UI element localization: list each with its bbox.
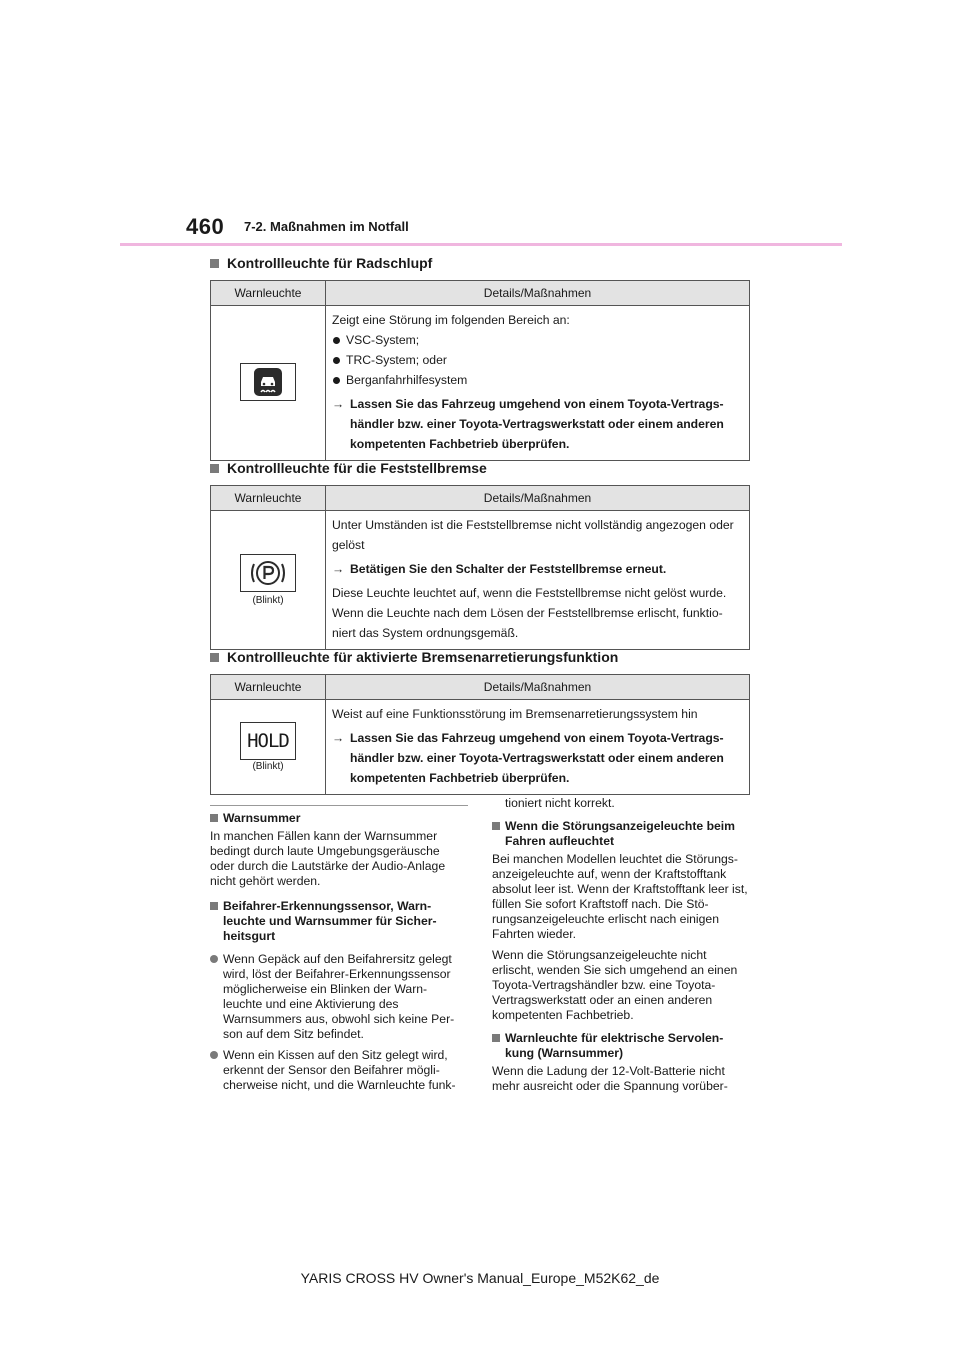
footer-text: YARIS CROSS HV Owner's Manual_Europe_M52K62_de — [300, 1270, 660, 1286]
column-header-warnleuchte: Warnleuchte — [211, 486, 326, 511]
bullet-icon — [333, 357, 340, 364]
details-cell — [326, 306, 750, 461]
warning-icon-cell — [211, 700, 326, 795]
note-heading: Wenn die Störungsanzeigeleuchte beim Fahren aufleuchtet — [492, 819, 748, 849]
bullet-item: TRC-System; oder — [332, 350, 743, 370]
section-title-text: Kontrollleuchte für Radschlupf — [227, 255, 433, 271]
details-cell — [326, 511, 750, 650]
icon-caption: (Blinkt) — [252, 760, 284, 772]
bullet-item: VSC-System; — [332, 330, 743, 350]
note-text: Wenn die Ladung der 12-Volt-Batterie nicht mehr ausreicht oder die Spannung vorüber- — [492, 1064, 728, 1093]
action-text: Lassen Sie das Fahrzeug umgehend von einem Toyota-Vertrags-händler bzw. einer Toyota-Vertragswerkstatt oder einem anderen kompetenten Fachbetrieb überprüfen. — [350, 397, 724, 451]
action-text: Lassen Sie das Fahrzeug umgehend von einem Toyota-Vertrags-händler bzw. einer Toyota-Vertragswerkstatt oder einem anderen kompetenten Fachbetrieb überprüfen. — [350, 731, 724, 785]
section-marker-icon — [210, 653, 219, 662]
note-marker-icon — [210, 814, 218, 822]
warning-table-radschlupf — [210, 280, 750, 461]
note-text: Wenn die Störungsanzeigeleuchte nicht erlischt, wenden Sie sich umgehend an einen Toyota-Vertragshändler bzw. eine Toyota-Vertragswerkstatt oder an einen anderen kompetenten Fachbetrieb. — [492, 948, 738, 1022]
details-cell — [326, 700, 750, 795]
skid-car-icon — [240, 363, 296, 401]
bullet-item: Berganfahrhilfesystem — [332, 370, 743, 390]
column-header-warnleuchte: Warnleuchte — [211, 281, 326, 306]
note-heading: Warnleuchte für elektrische Servolen-kung (Warnsummer) — [492, 1031, 748, 1061]
warning-table-hold — [210, 674, 750, 795]
arrow-icon: → — [332, 731, 345, 745]
page-number: 460 — [186, 214, 225, 239]
chapter-title: 7-2. Maßnahmen im Notfall — [244, 219, 409, 234]
note-marker-icon — [492, 1034, 500, 1042]
header-divider — [120, 243, 842, 246]
notes-divider — [210, 805, 468, 806]
action-instruction — [332, 728, 743, 788]
details-intro: Weist auf eine Funktionsstörung im Bremsenarretierungssystem hin — [332, 707, 698, 721]
action-instruction — [332, 559, 743, 579]
details-intro: Zeigt eine Störung im folgenden Bereich an: — [332, 313, 570, 327]
section-title-feststellbremse — [210, 460, 487, 476]
hold-icon: HOLD — [240, 722, 296, 760]
column-header-warnleuchte: Warnleuchte — [211, 675, 326, 700]
section-marker-icon — [210, 259, 219, 268]
section-title-hold — [210, 649, 618, 665]
icon-caption: (Blinkt) — [252, 594, 284, 606]
section-marker-icon — [210, 464, 219, 473]
note-bullet: Wenn Gepäck auf den Beifahrersitz gelegt wird, löst der Beifahrer-Erkennungssensor möglicherweise ein Blinken der Warn-leuchte und eine Aktivierung des Warnsummers aus, obwohl sich keine Per-son auf dem Sitz befindet. — [210, 952, 466, 1042]
note-heading: Warnsummer — [210, 811, 466, 826]
warning-table-feststellbremse — [210, 485, 750, 650]
bullet-icon — [333, 337, 340, 344]
notes-column-right — [492, 796, 748, 1100]
column-header-details: Details/Maßnahmen — [326, 675, 750, 700]
bullet-icon — [210, 1051, 218, 1059]
action-instruction — [332, 394, 743, 454]
section-title-radschlupf — [210, 255, 432, 271]
action-text: Betätigen Sie den Schalter der Feststellbremse erneut. — [350, 562, 667, 576]
note-heading: Beifahrer-Erkennungssensor, Warn-leuchte und Warnsummer für Sicher-heitsgurt — [210, 899, 466, 944]
section-title-text: Kontrollleuchte für die Feststellbremse — [227, 460, 487, 476]
section-title-text: Kontrollleuchte für aktivierte Bremsenarretierungsfunktion — [227, 649, 619, 665]
details-intro: Unter Umständen ist die Feststellbremse nicht vollständig angezogen oder gelöst — [332, 518, 734, 552]
arrow-icon: → — [332, 562, 345, 576]
note-text: tioniert nicht korrekt. — [505, 796, 615, 810]
bullet-icon — [210, 955, 218, 963]
notes-column-left — [210, 811, 466, 1099]
note-text: Bei manchen Modellen leuchtet die Störungs-anzeigeleuchte auf, wenn der Kraftstofftank absolut leer ist. Wenn der Kraftstofftank leer ist, füllen Sie sofort Kraftstoff nach. Die Stö-rungsanzeigeleuchte erlischt nach einigen Fahrten wieder. — [492, 852, 748, 941]
note-marker-icon — [492, 822, 500, 830]
note-bullet: Wenn ein Kissen auf den Sitz gelegt wird, erkennt der Sensor den Beifahrer mögli-cherweise nicht, und die Warnleuchte funk- — [210, 1048, 466, 1093]
warning-icon-cell — [211, 306, 326, 461]
column-header-details: Details/Maßnahmen — [326, 281, 750, 306]
details-outro: Diese Leuchte leuchtet auf, wenn die Feststellbremse nicht gelöst wurde. Wenn die Leuchte nach dem Lösen der Feststellbremse erlischt, funktio-niert das System ordnungsgemäß. — [332, 586, 727, 640]
note-marker-icon — [210, 902, 218, 910]
parking-brake-p-icon — [240, 554, 296, 592]
note-text: In manchen Fällen kann der Warnsummer bedingt durch laute Umgebungsgeräusche oder durch die Lautstärke der Audio-Anlage nicht gehört werden. — [210, 829, 446, 888]
bullet-icon — [333, 377, 340, 384]
arrow-icon: → — [332, 397, 345, 411]
column-header-details: Details/Maßnahmen — [326, 486, 750, 511]
warning-icon-cell — [211, 511, 326, 650]
